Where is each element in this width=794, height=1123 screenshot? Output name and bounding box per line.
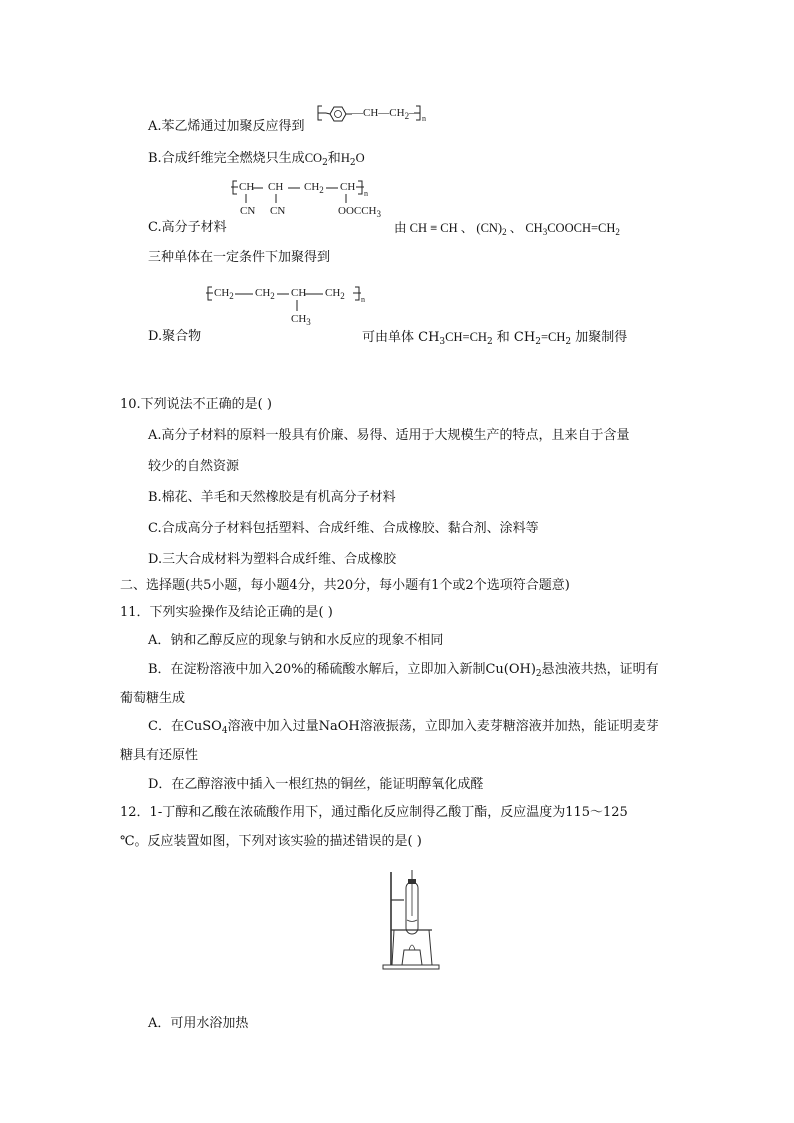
- q9-option-d: D.聚合物: [148, 329, 202, 344]
- q11-stem: 11．下列实验操作及结论正确的是( ): [120, 605, 333, 620]
- q9-option-c-monomers: 由 CH ≡ CH 、 $(CN)_2$ 、 $CH_3COOCH=CH_2$: [394, 221, 620, 237]
- q9d-polymer-formula: $CH_2$ $CH_2$ CH $CH_2$ n $CH_3$: [205, 284, 365, 328]
- reaction-apparatus-svg: [380, 868, 442, 972]
- q11-option-b: B．在淀粉溶液中加入20%的稀硫酸水解后，立即加入新制$Cu(OH)_2$悬浊液共热，证明有: [148, 662, 659, 679]
- section-two-heading: 二、选择题(共5小题，每小题4分，共20分，每小题有1个或2个选项符合题意): [120, 578, 570, 593]
- polystyrene-n-subscript: n: [422, 114, 426, 123]
- q10-option-b: B.棉花、羊毛和天然橡胶是有机高分子材料: [148, 490, 396, 505]
- q10-option-a: A.高分子材料的原料一般具有价廉、易得、适用于大规模生产的特点，且来自于含量: [148, 428, 630, 443]
- q12-option-a: A．可用水浴加热: [148, 1016, 249, 1031]
- q9-option-a-text: A.苯乙烯通过加聚反应得到: [148, 119, 305, 134]
- q9-option-b: B.合成纤维完全燃烧只生成$CO_2$和$H_2O$: [148, 151, 365, 168]
- q10-option-a-cont: 较少的自然资源: [148, 459, 240, 474]
- reaction-apparatus-diagram: [380, 868, 442, 972]
- q11-option-d: D．在乙醇溶液中插入一根红热的铜丝，能证明醇氧化成醛: [148, 777, 484, 792]
- q9c-polymer-formula: CH CH $CH_2$ CH n CN CN $OOCCH_3$: [230, 178, 390, 222]
- polystyrene-formula: [316, 104, 436, 130]
- q9-option-d-monomers: 可由单体 $CH_3CH=CH_2$ 和 $CH_2=CH_2$ 加聚制得: [362, 330, 628, 347]
- q10-option-d: D.三大合成材料为塑料合成纤维、合成橡胶: [148, 552, 397, 567]
- q10-option-c: C.合成高分子材料包括塑料、合成纤维、合成橡胶、黏合剂、涂料等: [148, 521, 539, 536]
- q11-option-c-cont: 糖具有还原性: [120, 748, 199, 763]
- q9-option-c-line2: 三种单体在一定条件下加聚得到: [148, 250, 331, 265]
- q9-option-c: C.高分子材料: [148, 220, 227, 235]
- q11-option-a: A．钠和乙醇反应的现象与钠和水反应的现象不相同: [148, 633, 444, 648]
- polystyrene-chain-text: $—CH—CH_2—$: [352, 107, 421, 121]
- q10-stem: 10.下列说法不正确的是( ): [120, 397, 272, 412]
- q12-stem: 12．1-丁醇和乙酸在浓硫酸作用下，通过酯化反应制得乙酸丁酯，反应温度为115～125: [120, 805, 628, 820]
- q11-option-b-cont: 葡萄糖生成: [120, 691, 186, 706]
- q12-stem-cont: ℃。反应装置如图，下列对该实验的描述错误的是( ): [120, 834, 422, 849]
- q11-option-c: C．在CuSO$_4$溶液中加入过量NaOH溶液振荡，立即加入麦芽糖溶液并加热，能证明麦芽: [148, 719, 659, 736]
- q9-option-a: [148, 119, 305, 135]
